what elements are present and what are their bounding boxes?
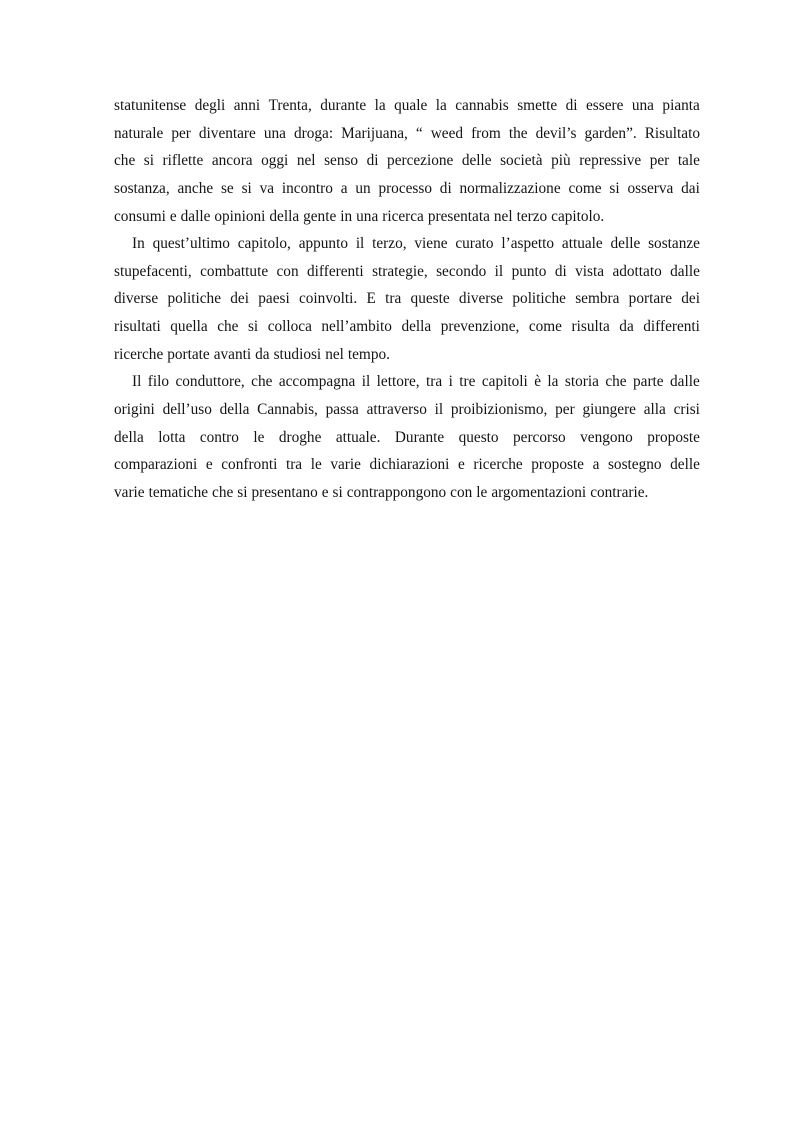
word: politiche [167, 290, 221, 308]
word: la [374, 97, 386, 114]
word: E [366, 290, 376, 308]
word: consumi [114, 207, 166, 225]
word: si [609, 179, 620, 197]
word: tra [285, 456, 303, 474]
word: sembra [575, 290, 620, 308]
word: la [547, 373, 559, 391]
word: parte [633, 373, 664, 391]
word: curato [455, 235, 494, 253]
word: punto [511, 262, 547, 280]
word: risultati [114, 318, 161, 336]
word: per [649, 152, 670, 170]
word: Cannabis, [257, 401, 318, 419]
word: portate [167, 345, 210, 363]
word: e [205, 456, 213, 474]
word: colloca [267, 318, 312, 336]
word: contrarie. [590, 483, 649, 501]
word: il [361, 373, 371, 391]
word: delle [670, 456, 700, 474]
word: differenti [307, 262, 364, 280]
word: tra [385, 290, 402, 308]
word: il [355, 235, 365, 253]
word: “ [415, 124, 423, 142]
word: durante [320, 97, 367, 114]
word: con [276, 262, 299, 280]
word: tematiche [148, 483, 209, 501]
word: presentata [427, 207, 490, 225]
word: risulta [571, 318, 610, 336]
word: the [508, 124, 528, 142]
text-line [114, 424, 700, 452]
word: un [355, 179, 371, 197]
word: Il [132, 373, 142, 391]
word: repressive [579, 152, 642, 170]
word: delle [610, 235, 641, 253]
word: capitoli [481, 373, 528, 391]
word: quale [394, 97, 428, 114]
word: dichiarazioni [369, 456, 450, 474]
word: di [554, 262, 567, 280]
word: devil’s [535, 124, 577, 142]
word: percezione [387, 152, 454, 170]
word: il [434, 401, 444, 419]
word: passa [325, 401, 359, 419]
word: droga: [294, 124, 334, 142]
word: quest’ultimo [152, 235, 230, 253]
word: proposte [647, 428, 700, 446]
word: differenti [643, 318, 700, 336]
word: storia [564, 373, 599, 391]
word: argomentazioni [491, 483, 587, 501]
word: naturale [114, 124, 164, 142]
text-line [114, 368, 700, 396]
word: dai [681, 179, 700, 197]
word: che [251, 373, 273, 391]
word: percorso [513, 428, 566, 446]
word: coinvolti. [298, 290, 358, 308]
word: a [340, 179, 348, 197]
word: per [171, 124, 191, 142]
word: giungere [582, 401, 636, 419]
word: combattute [200, 262, 269, 280]
word: senso [324, 152, 359, 170]
word: incontro [281, 179, 333, 197]
word: dei [681, 290, 700, 308]
word: portare [628, 290, 672, 308]
word: che [114, 152, 136, 170]
word: adottato [612, 262, 662, 280]
word: diverse [458, 290, 504, 308]
word: essere [586, 97, 624, 114]
word: come [568, 179, 602, 197]
word: nel [493, 207, 513, 225]
word: una [263, 124, 286, 142]
body-text [114, 92, 700, 507]
word: ricerca [382, 207, 424, 225]
word: vengono [580, 428, 633, 446]
word: nell’ambito [321, 318, 392, 336]
word: anche [177, 179, 214, 197]
word: attuale [561, 235, 603, 253]
word: origini [114, 401, 155, 419]
word: e [458, 456, 465, 474]
word: proposte [531, 456, 584, 474]
word: tale [677, 152, 700, 170]
word: dalle [670, 262, 700, 280]
text-line [114, 230, 700, 258]
word: se [220, 179, 234, 197]
text-line [114, 175, 700, 203]
word: diverse [114, 290, 159, 308]
word: l’aspetto [501, 235, 555, 253]
word: le [476, 483, 488, 501]
word: dell’uso [162, 401, 212, 419]
word: prevenzione, [440, 318, 520, 336]
word: nel [296, 152, 316, 170]
word: cannabis [455, 97, 509, 114]
word: della [401, 318, 432, 336]
word: si [237, 483, 248, 501]
word: riflette [162, 152, 204, 170]
word: tra [426, 373, 443, 391]
word: strategie, [372, 262, 428, 280]
word: dalle [670, 373, 700, 391]
word: nel [325, 345, 344, 363]
word: tre [459, 373, 476, 391]
word: va [259, 179, 275, 197]
word: terzo, [372, 235, 407, 253]
word: ricerche [114, 345, 164, 363]
word: varie [330, 456, 361, 474]
word: come [528, 318, 562, 336]
word: per [555, 401, 575, 419]
word: confronti [221, 456, 278, 474]
word: opinioni [214, 207, 266, 225]
word: si [247, 318, 259, 336]
word: secondo [436, 262, 487, 280]
word: appunto [298, 235, 348, 253]
word: capitolo. [551, 207, 605, 225]
word: sostanza, [114, 179, 170, 197]
word: da [255, 345, 270, 363]
word: filo [147, 373, 170, 391]
word: questo [458, 428, 499, 446]
word: le [310, 456, 322, 474]
text-line [114, 285, 700, 313]
word: paesi [258, 290, 290, 308]
word: dei [230, 290, 249, 308]
word: comparazioni [114, 456, 198, 474]
word: accompagna [278, 373, 356, 391]
word: che [217, 318, 239, 336]
word: da [619, 318, 634, 336]
word: oggi [261, 152, 289, 170]
word: che [605, 373, 627, 391]
word: della [219, 401, 250, 419]
word: Durante [394, 428, 445, 446]
word: viene [414, 235, 448, 253]
word: dalle [180, 207, 211, 225]
word: e [321, 483, 329, 501]
text-line [114, 203, 700, 231]
text-line [114, 479, 700, 507]
word: diventare [198, 124, 256, 142]
word: normalizzazione [459, 179, 561, 197]
word: a [592, 456, 600, 474]
word: con [450, 483, 473, 501]
text-line [114, 396, 700, 424]
word: sostanze [648, 235, 700, 253]
word: pianta [662, 97, 700, 114]
word: studiosi [273, 345, 322, 363]
word: una [631, 97, 654, 114]
word: il [494, 262, 504, 280]
word: anni [233, 97, 261, 114]
word: degli [194, 97, 226, 114]
word: i [448, 373, 453, 391]
word: e [169, 207, 177, 225]
word: Marijuana, [341, 124, 408, 142]
word: la [435, 97, 447, 114]
word: lotta [158, 428, 186, 446]
word: di [366, 152, 379, 170]
word: si [143, 152, 154, 170]
word: conduttore, [175, 373, 245, 391]
text-line [114, 313, 700, 341]
word: contro [199, 428, 239, 446]
word: quella [170, 318, 208, 336]
word: weed [430, 124, 464, 142]
word: Risultato [644, 124, 700, 142]
word: si [332, 483, 343, 501]
word: garden”. [584, 124, 637, 142]
word: sostegno [607, 456, 662, 474]
word: contrappongono [346, 483, 447, 501]
text-line [114, 258, 700, 286]
word: è [534, 373, 541, 391]
word: in [340, 207, 353, 225]
word: queste [410, 290, 450, 308]
word: società [500, 152, 543, 170]
word: capitolo, [237, 235, 291, 253]
word: della [269, 207, 300, 225]
word: attraverso [366, 401, 427, 419]
word: smette [517, 97, 558, 114]
word: stupefacenti, [114, 262, 192, 280]
word: from [471, 124, 501, 142]
text-line [114, 120, 700, 148]
word: lettore, [376, 373, 420, 391]
word: terzo [516, 207, 548, 225]
word: attuale. [335, 428, 381, 446]
word: crisi [673, 401, 700, 419]
word: che [212, 483, 234, 501]
word: droghe [278, 428, 322, 446]
word: gente [303, 207, 337, 225]
word: varie [114, 483, 145, 501]
word: ricerche [473, 456, 523, 474]
word: proibizionismo, [450, 401, 548, 419]
text-line [114, 147, 700, 175]
word: una [356, 207, 379, 225]
text-line [114, 451, 700, 479]
word: ancora [211, 152, 253, 170]
word: le [253, 428, 265, 446]
text-line [114, 92, 700, 120]
word: tempo. [347, 345, 390, 363]
word: si [241, 179, 252, 197]
text-line [114, 341, 700, 369]
word: alla [643, 401, 666, 419]
word: avanti [213, 345, 252, 363]
word: osserva [627, 179, 674, 197]
word: più [551, 152, 571, 170]
word: delle [461, 152, 492, 170]
word: vista [575, 262, 605, 280]
word: statunitense [114, 97, 187, 114]
word: di [439, 179, 452, 197]
word: della [114, 428, 144, 446]
word: processo [378, 179, 432, 197]
word: politiche [512, 290, 566, 308]
word: presentano [251, 483, 318, 501]
word: In [132, 235, 145, 253]
word: di [565, 97, 578, 114]
word: Trenta, [268, 97, 312, 114]
